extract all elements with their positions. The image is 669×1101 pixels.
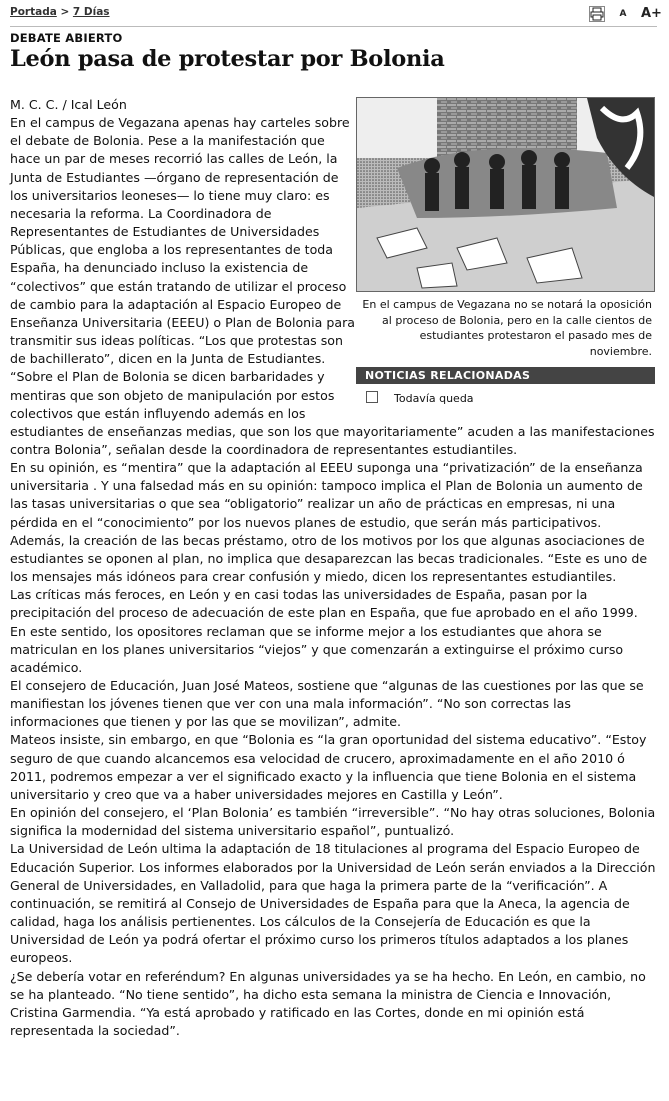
article-kicker: DEBATE ABIERTO	[10, 31, 123, 45]
article-paragraph: En opinión del consejero, el ‘Plan Bolonia’ es también “irreversible”. “No hay otras soluciones, Bolonia significa la modernidad del sistema universitario español”, puntualizó.	[10, 805, 656, 839]
breadcrumb-section-link[interactable]: 7 Días	[72, 6, 110, 18]
photo-caption: En el campus de Vegazana no se notará la oposición al proceso de Bolonia, pero en la calle cientos de estudiantes protestaron el pasado mes de noviembre.	[362, 298, 652, 358]
article-paragraph: “Sobre el Plan de Bolonia se dicen barbaridades y mentiras que son objeto de manipulación por estos colectivos que están influyendo además en los estudiantes de enseñanzas medias, que son los que mayoritariamente” acuden a las manifestaciones contra Bolonia”, señalan desde la coordinadora de representantes estudiantiles.	[10, 369, 655, 457]
article-paragraph: En su opinión, es “mentira” que la adaptación al EEEU suponga una “privatización” de la enseñanza universitaria . Y una falsedad más en su opinión: tampoco implica el Plan de Bolonia un aumento de las tasas universitarias o que sea “obligatorio” realizar un año de prácticas en empresas, ni una pérdida en el “conocimiento” por los nuevos planes de estudio, que serán más participativos.	[10, 460, 643, 530]
related-news-link[interactable]: Todavía queda	[394, 392, 474, 405]
breadcrumb-separator: >	[60, 6, 70, 18]
article-paragraph: Además, la creación de las becas préstamo, otro de los motivos por los que algunas asociaciones de estudiantes se oponen al plan, no implica que desaparezcan las becas tradicionales. “Este es uno de los mensajes más idóneos para crear confusión y miedo, dicen los representantes estudiantiles.	[10, 532, 648, 585]
article-paragraph: El consejero de Educación, Juan José Mateos, sostiene que “algunas de las cuestiones por las que se manifiestan los jóvenes tienen que ver con una mala información”. “No son correctas las informaciones que tienen y por las que se movilizan”, admite.	[10, 678, 644, 730]
breadcrumb	[10, 6, 110, 18]
article-paragraph: En el campus de Vegazana apenas hay carteles sobre el debate de Bolonia. Pese a la manifestación que hace un par de meses recorrió las calles de León, la Junta de Estudiantes —órgano de representación de los universitarios leoneses— lo tiene muy claro: es necesaria la reforma. La Coordinadora de Representantes de Estudiantes de Universidades Públicas, que engloba a los representantes de toda España, ha denunciado incluso la existencia de “colectivos” que están tratando de utilizar el proceso de cambio para la adaptación al Espacio Europeo de Enseñanza Universitaria (EEEU) o Plan de Bolonia para transmitir sus ideas políticas. “Los que protestas son de bachillerato”, dicen en la Junta de Estudiantes.	[10, 115, 355, 367]
increase-text-button[interactable]: A+	[641, 6, 662, 21]
decrease-text-button[interactable]: A	[619, 9, 627, 19]
article-byline: M. C. C. / Ical León	[10, 97, 127, 112]
article-tools	[589, 6, 662, 22]
article-body	[10, 96, 657, 1040]
article-title: León pasa de protestar por Bolonia	[10, 46, 445, 72]
article-paragraph: La Universidad de León ultima la adaptación de 18 titulaciones al programa del Espacio Europeo de Educación Superior. Los informes elaborados por la Universidad de León serán enviados a la Dirección General de Universidades, en Valladolid, para que haga la primera parte de la “verificación”. A continuación, se remitirá al Consejo de Universidades de España para que la Aneca, la agencia de calidad, haga los análisis pertienentes. Los cálculos de la Consejería de Educación es que la Universidad de León ya podrá ofertar el próximo curso los primeros títulos adaptados a los planes europeos.	[10, 841, 656, 966]
printer-icon[interactable]	[589, 6, 605, 22]
article-paragraph: Las críticas más feroces, en León y en casi todas las universidades de España, pasan por la precipitación del proceso de adecuación de este plan en España, que fue aprobado en el año 1999. En este sentido, los opositores reclaman que se informe mejor a los estudiantes que ahora se matriculan en los planes universitarios “viejos” y que comenzarán a extinguirse el próximo curso académico.	[10, 587, 638, 675]
article-paragraph: Mateos insiste, sin embargo, en que “Bolonia es “la gran oportunidad del sistema educativo”. “Estoy seguro de que cuando alcancemos esa velocidad de crucero, aproximadamente en el año 2010 ó 2011, podremos empezar a ver el significado exacto y la influencia que tiene Bolonia en el sistema universitario y creo que va a haber universidades mejores en Castilla y León”.	[10, 732, 647, 802]
image-sidebar-space	[355, 96, 657, 414]
breadcrumb-home-link[interactable]: Portada	[10, 6, 57, 18]
article-paragraph: ¿Se debería votar en referéndum? En algunas universidades ya se ha hecho. En León, en cambio, no se ha planteado. “No tiene sentido”, ha dicho esta semana la ministra de Ciencia e Innovación, Cristina Garmendia. “Ya está aprobado y ratificado en las Cortes, donde en mi opinión está representada la sociedad”.	[10, 968, 646, 1038]
header-divider	[10, 26, 657, 27]
related-news-header: NOTICIAS RELACIONADAS	[356, 367, 655, 384]
